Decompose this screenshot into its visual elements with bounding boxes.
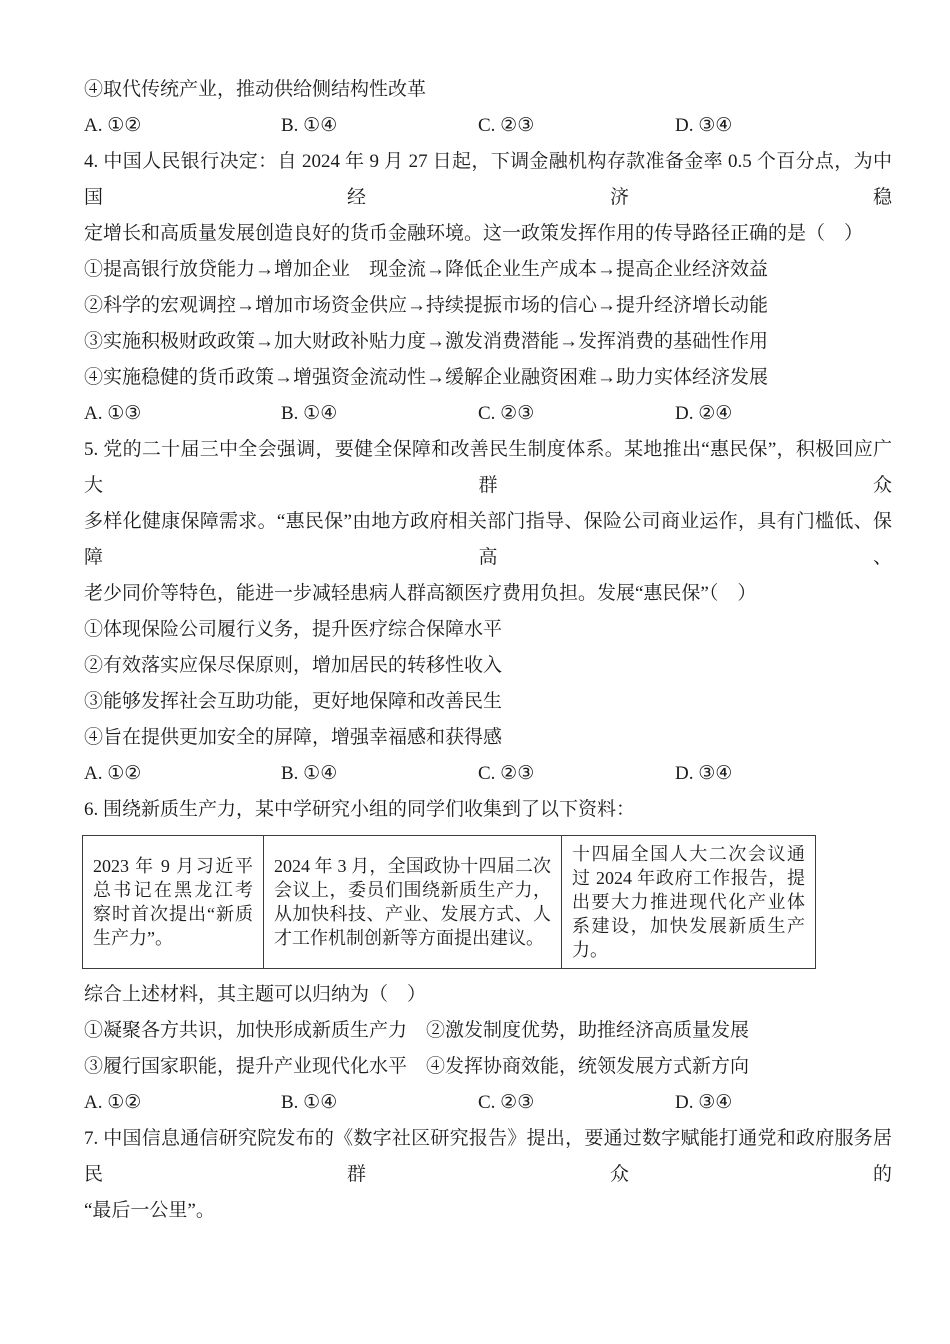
q6-options-row <box>84 1085 892 1121</box>
q6-table-row <box>83 836 816 969</box>
q6-summary: 综合上述材料，其主题可以归纳为（ ） <box>84 984 427 1005</box>
option-a: A. ①③ <box>84 403 142 424</box>
q5-options-row <box>84 756 892 792</box>
q4-item-1: ①提高银行放贷能力→增加企业 现金流→降低企业生产成本→提高企业经济效益 <box>84 259 769 280</box>
q7-stem-line-1: 7. 中国信息通信研究院发布的《数字社区研究报告》提出，要通过数字赋能打通党和政府服务居民群众的 <box>84 1128 892 1185</box>
q6-item-row-1: ①凝聚各方共识，加快形成新质生产力 ②激发制度优势，助推经济高质量发展 <box>84 1020 750 1041</box>
option-c: C. ②③ <box>478 1092 535 1113</box>
q6-item-row-2: ③履行国家职能，提升产业现代化水平 ④发挥协商效能，统领发展方式新方向 <box>84 1056 750 1077</box>
option-b: B. ①④ <box>281 403 338 424</box>
q5-item-2: ②有效落实应保尽保原则，增加居民的转移性收入 <box>84 655 503 676</box>
option-c: C. ②③ <box>478 763 535 784</box>
q6-table-cell-1: 2023 年 9 月习近平总书记在黑龙江考察时首次提出“新质生产力”。 <box>83 836 264 969</box>
option-d: D. ②④ <box>675 403 733 424</box>
q4-stem-line-2: 定增长和高质量发展创造良好的货币金融环境。这一政策发挥作用的传导路径正确的是（ ） <box>84 223 864 244</box>
q6-stem: 6. 围绕新质生产力，某中学研究小组的同学们收集到了以下资料： <box>84 799 636 820</box>
option-d: D. ③④ <box>675 1092 733 1113</box>
option-a: A. ①② <box>84 763 142 784</box>
q3-options-row <box>84 108 892 144</box>
q6-materials-table <box>82 835 816 969</box>
q5-stem-line-1: 5. 党的二十届三中全会强调，要健全保障和改善民生制度体系。某地推出“惠民保”，积极回应广大群众 <box>84 439 892 496</box>
q6-table-cell-3: 十四届全国人大二次会议通过 2024 年政府工作报告，提出要大力推进现代化产业体系建设，加快发展新质生产力。 <box>562 836 816 969</box>
option-b: B. ①④ <box>281 763 338 784</box>
q4-options-row <box>84 396 892 432</box>
q4-stem-line-1: 4. 中国人民银行决定：自 2024 年 9 月 27 日起，下调金融机构存款准备金率 0.5 个百分点，为中国经济稳 <box>84 151 892 208</box>
q3-item-4-line: ④取代传统产业，推动供给侧结构性改革 <box>84 79 427 100</box>
q4-item-2: ②科学的宏观调控→增加市场资金供应→持续提振市场的信心→提升经济增长动能 <box>84 295 769 316</box>
option-c: C. ②③ <box>478 403 535 424</box>
q6-table-cell-2: 2024 年 3 月，全国政协十四届二次会议上，委员们围绕新质生产力，从加快科技、产业、发展方式、人才工作机制创新等方面提出建议。 <box>264 836 562 969</box>
q5-stem-line-3: 老少同价等特色，能进一步减轻患病人群高额医疗费用负担。发展“惠民保”（ ） <box>84 583 757 604</box>
q5-item-4: ④旨在提供更加安全的屏障，增强幸福感和获得感 <box>84 727 503 748</box>
q7-stem-line-2: “最后一公里”。 <box>84 1200 215 1221</box>
q5-item-3: ③能够发挥社会互助功能，更好地保障和改善民生 <box>84 691 503 712</box>
q4-item-4: ④实施稳健的货币政策→增强资金流动性→缓解企业融资困难→助力实体经济发展 <box>84 367 769 388</box>
option-b: B. ①④ <box>281 115 338 136</box>
option-d: D. ③④ <box>675 115 733 136</box>
q5-item-1: ①体现保险公司履行义务，提升医疗综合保障水平 <box>84 619 503 640</box>
q4-item-3: ③实施积极财政政策→加大财政补贴力度→激发消费潜能→发挥消费的基础性作用 <box>84 331 769 352</box>
q5-stem-line-2: 多样化健康保障需求。“惠民保”由地方政府相关部门指导、保险公司商业运作，具有门槛低、保障高、 <box>84 511 892 568</box>
option-c: C. ②③ <box>478 115 535 136</box>
option-b: B. ①④ <box>281 1092 338 1113</box>
option-a: A. ①② <box>84 115 142 136</box>
option-d: D. ③④ <box>675 763 733 784</box>
option-a: A. ①② <box>84 1092 142 1113</box>
